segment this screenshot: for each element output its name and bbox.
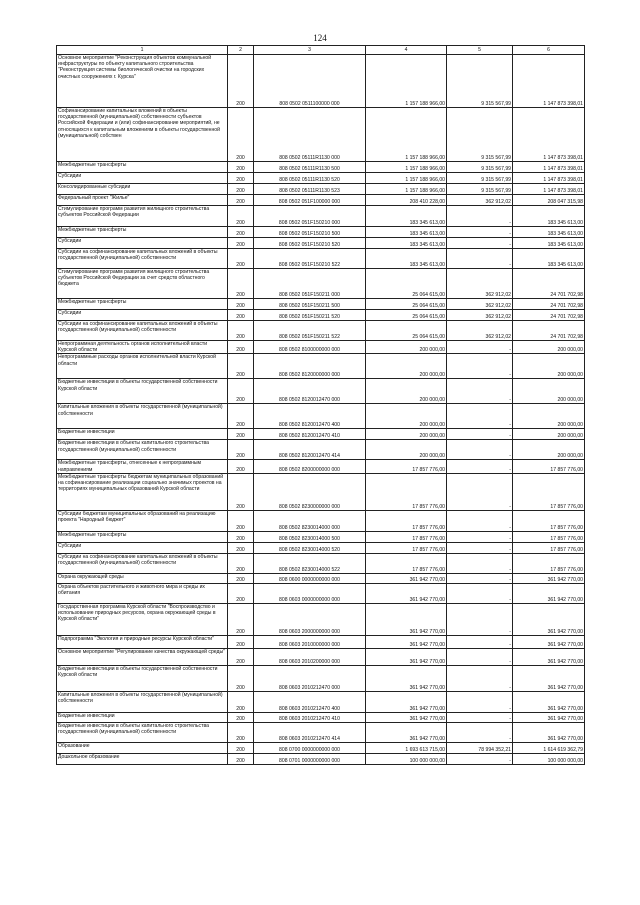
- table-row: [57, 510, 585, 531]
- row-label: Федеральный проект "Жилье": [57, 195, 228, 206]
- row-label: Бюджетные инвестиции в объекты капитального строительства государственной (муниципальной) собственности: [57, 722, 228, 742]
- remaining-amount: 361 942 770,00: [513, 691, 585, 712]
- executed-amount: -: [447, 510, 513, 531]
- approved-amount: 1 157 188 966,00: [366, 108, 447, 162]
- budget-classification-code: 808 0502 8120000000 000: [254, 354, 366, 379]
- row-label: Стимулирование программ развития жилищного строительства субъектов Российской Федерации: [57, 206, 228, 227]
- approved-amount: 208 410 228,00: [366, 195, 447, 206]
- executed-amount: -: [447, 249, 513, 269]
- indicator-code: 200: [228, 553, 254, 573]
- approved-amount: 183 345 613,00: [366, 249, 447, 269]
- approved-amount: 17 857 776,00: [366, 460, 447, 473]
- executed-amount: -: [447, 603, 513, 635]
- row-label: Межбюджетные трансферты бюджетам муниципальных образований на софинансирование реализации социально значимых проектов на территориях муниципальных образований Курской области: [57, 473, 228, 510]
- budget-classification-code: 808 0700 0000000000 000: [254, 742, 366, 753]
- approved-amount: 183 345 613,00: [366, 238, 447, 249]
- executed-amount: 9 315 567,99: [447, 184, 513, 195]
- remaining-amount: 183 345 613,00: [513, 227, 585, 238]
- indicator-code: 200: [228, 310, 254, 321]
- remaining-amount: 208 047 315,98: [513, 195, 585, 206]
- approved-amount: 1 693 613 715,00: [366, 742, 447, 753]
- indicator-code: 200: [228, 184, 254, 195]
- table-row: [57, 310, 585, 321]
- row-label: Бюджетные инвестиции в объекты государственной собственности Курской области: [57, 379, 228, 404]
- budget-classification-code: 808 0502 05111R1130 500: [254, 162, 366, 173]
- executed-amount: 362 912,02: [447, 299, 513, 310]
- approved-amount: 361 942 770,00: [366, 691, 447, 712]
- indicator-code: 200: [228, 238, 254, 249]
- remaining-amount: 17 857 776,00: [513, 473, 585, 510]
- column-number-row: [57, 46, 585, 55]
- remaining-amount: 361 942 770,00: [513, 573, 585, 583]
- executed-amount: -: [447, 542, 513, 553]
- approved-amount: 200 000,00: [366, 440, 447, 460]
- remaining-amount: 361 942 770,00: [513, 712, 585, 722]
- budget-classification-code: 808 0502 8100000000 000: [254, 341, 366, 354]
- indicator-code: 200: [228, 440, 254, 460]
- table-row: [57, 108, 585, 162]
- remaining-amount: 183 345 613,00: [513, 238, 585, 249]
- row-label: Консолидированные субсидии: [57, 184, 228, 195]
- budget-classification-code: 808 0502 8120012470 414: [254, 440, 366, 460]
- table-row: [57, 379, 585, 404]
- budget-classification-code: 808 0603 2010212470 400: [254, 691, 366, 712]
- budget-classification-code: 808 0603 2010000000 000: [254, 635, 366, 648]
- indicator-code: 200: [228, 429, 254, 440]
- budget-classification-code: 808 0701 0000000000 000: [254, 753, 366, 764]
- remaining-amount: 361 942 770,00: [513, 635, 585, 648]
- budget-classification-code: 808 0502 05111R1130 000: [254, 108, 366, 162]
- budget-classification-code: 808 0502 8230000000 000: [254, 473, 366, 510]
- indicator-code: 200: [228, 573, 254, 583]
- indicator-code: 200: [228, 269, 254, 299]
- executed-amount: 362 912,02: [447, 310, 513, 321]
- indicator-code: 200: [228, 162, 254, 173]
- executed-amount: -: [447, 473, 513, 510]
- remaining-amount: 1 147 873 398,01: [513, 173, 585, 184]
- table-row: [57, 665, 585, 691]
- table-row: [57, 227, 585, 238]
- remaining-amount: 200 000,00: [513, 379, 585, 404]
- row-label: Бюджетные инвестиции: [57, 429, 228, 440]
- approved-amount: 361 942 770,00: [366, 665, 447, 691]
- table-row: [57, 354, 585, 379]
- indicator-code: 200: [228, 510, 254, 531]
- indicator-code: 200: [228, 531, 254, 542]
- approved-amount: 1 157 188 966,00: [366, 184, 447, 195]
- executed-amount: -: [447, 341, 513, 354]
- approved-amount: 200 000,00: [366, 379, 447, 404]
- approved-amount: 17 857 776,00: [366, 542, 447, 553]
- table-row: [57, 341, 585, 354]
- budget-classification-code: 808 0603 2010212470 410: [254, 712, 366, 722]
- budget-classification-code: 808 0603 0000000000 000: [254, 583, 366, 603]
- table-row: [57, 553, 585, 573]
- table-row: [57, 742, 585, 753]
- indicator-code: 200: [228, 635, 254, 648]
- table-row: [57, 440, 585, 460]
- table-row: [57, 206, 585, 227]
- indicator-code: 200: [228, 460, 254, 473]
- approved-amount: 25 064 615,00: [366, 321, 447, 341]
- row-label: Субсидии на софинансирование капитальных вложений в объекты государственной (муниципальной) собственности: [57, 321, 228, 341]
- table-row: [57, 473, 585, 510]
- budget-classification-code: 808 0502 051F150210 520: [254, 238, 366, 249]
- row-label: Межбюджетные трансферты, отнесенные к непрограммным направлениям: [57, 460, 228, 473]
- budget-classification-code: 808 0502 05111R1130 523: [254, 184, 366, 195]
- approved-amount: 361 942 770,00: [366, 603, 447, 635]
- approved-amount: 200 000,00: [366, 341, 447, 354]
- table-row: [57, 542, 585, 553]
- indicator-code: 200: [228, 665, 254, 691]
- row-label: Охрана объектов растительного и животного мира и среды их обитания: [57, 583, 228, 603]
- table-row: [57, 269, 585, 299]
- remaining-amount: 17 857 776,00: [513, 460, 585, 473]
- table-row: [57, 55, 585, 108]
- remaining-amount: 361 942 770,00: [513, 665, 585, 691]
- indicator-code: 200: [228, 722, 254, 742]
- approved-amount: 361 942 770,00: [366, 635, 447, 648]
- budget-classification-code: 808 0603 2010212470 000: [254, 665, 366, 691]
- table-row: [57, 404, 585, 429]
- approved-amount: 361 942 770,00: [366, 648, 447, 665]
- budget-classification-code: 808 0502 8230014000 522: [254, 553, 366, 573]
- executed-amount: 9 315 567,99: [447, 108, 513, 162]
- table-row: [57, 635, 585, 648]
- budget-classification-code: 808 0502 8230014000 520: [254, 542, 366, 553]
- budget-classification-code: 808 0502 051F150211 500: [254, 299, 366, 310]
- remaining-amount: 183 345 613,00: [513, 249, 585, 269]
- remaining-amount: 183 345 613,00: [513, 206, 585, 227]
- indicator-code: 200: [228, 404, 254, 429]
- table-row: [57, 712, 585, 722]
- budget-classification-code: 808 0502 051F150211 522: [254, 321, 366, 341]
- executed-amount: -: [447, 665, 513, 691]
- approved-amount: 200 000,00: [366, 429, 447, 440]
- indicator-code: 200: [228, 691, 254, 712]
- executed-amount: -: [447, 206, 513, 227]
- budget-table: [56, 45, 585, 765]
- executed-amount: -: [447, 238, 513, 249]
- approved-amount: 183 345 613,00: [366, 227, 447, 238]
- table-row: [57, 195, 585, 206]
- table-body: [57, 55, 585, 765]
- budget-classification-code: 808 0502 051F150211 000: [254, 269, 366, 299]
- executed-amount: -: [447, 429, 513, 440]
- executed-amount: -: [447, 712, 513, 722]
- executed-amount: 362 912,02: [447, 321, 513, 341]
- executed-amount: -: [447, 531, 513, 542]
- row-label: Бюджетные инвестиции в объекты государственной собственности Курской области: [57, 665, 228, 691]
- approved-amount: 17 857 776,00: [366, 531, 447, 542]
- approved-amount: 25 064 615,00: [366, 310, 447, 321]
- indicator-code: 200: [228, 354, 254, 379]
- remaining-amount: 361 942 770,00: [513, 722, 585, 742]
- budget-classification-code: 808 0502 051F100000 000: [254, 195, 366, 206]
- approved-amount: 1 157 188 966,00: [366, 173, 447, 184]
- table-row: [57, 460, 585, 473]
- remaining-amount: 1 147 873 398,01: [513, 184, 585, 195]
- indicator-code: 200: [228, 742, 254, 753]
- table-row: [57, 753, 585, 764]
- row-label: Субсидии на софинансирование капитальных вложений в объекты государственной (муниципальной) собственности: [57, 249, 228, 269]
- executed-amount: -: [447, 440, 513, 460]
- budget-classification-code: 808 0603 2010212470 414: [254, 722, 366, 742]
- row-label: Подпрограмма "Экология и природные ресурсы Курской области": [57, 635, 228, 648]
- table-row: [57, 184, 585, 195]
- remaining-amount: 17 857 776,00: [513, 553, 585, 573]
- approved-amount: 17 857 776,00: [366, 473, 447, 510]
- table-row: [57, 531, 585, 542]
- executed-amount: 9 315 567,99: [447, 162, 513, 173]
- row-label: Основное мероприятие "Реконструкция объектов коммунальной инфраструктуры по объекту капитального строительства "Реконструкция системы биологической очистки на городских очистных сооружениях г. Курска": [57, 55, 228, 108]
- indicator-code: 200: [228, 206, 254, 227]
- remaining-amount: 200 000,00: [513, 354, 585, 379]
- executed-amount: 9 315 567,99: [447, 55, 513, 108]
- row-label: Охрана окружающей среды: [57, 573, 228, 583]
- approved-amount: 361 942 770,00: [366, 712, 447, 722]
- table-row: [57, 162, 585, 173]
- executed-amount: -: [447, 404, 513, 429]
- indicator-code: 200: [228, 108, 254, 162]
- remaining-amount: 1 147 873 398,01: [513, 162, 585, 173]
- row-label: Бюджетные инвестиции в объекты капитального строительства государственной (муниципальной) собственности: [57, 440, 228, 460]
- table-row: [57, 583, 585, 603]
- row-label: Софинансирование капитальных вложений в объекты государственной (муниципальной) собственности субъектов Российской Федерации и (или) софинансирование мероприятий, не относящихся к капитальным вложениям в объекты государственной (муниципальной) собствен: [57, 108, 228, 162]
- indicator-code: 200: [228, 712, 254, 722]
- approved-amount: 25 064 615,00: [366, 269, 447, 299]
- table-row: [57, 429, 585, 440]
- indicator-code: 200: [228, 542, 254, 553]
- executed-amount: -: [447, 691, 513, 712]
- row-label: Межбюджетные трансферты: [57, 227, 228, 238]
- budget-classification-code: 808 0600 0000000000 000: [254, 573, 366, 583]
- executed-amount: -: [447, 227, 513, 238]
- row-label: Непрограммные расходы органов исполнительной власти Курской области: [57, 354, 228, 379]
- budget-classification-code: 808 0502 051F150210 522: [254, 249, 366, 269]
- indicator-code: 200: [228, 227, 254, 238]
- budget-classification-code: 808 0502 051F150211 520: [254, 310, 366, 321]
- row-label: Субсидии: [57, 310, 228, 321]
- row-label: Межбюджетные трансферты: [57, 162, 228, 173]
- executed-amount: -: [447, 635, 513, 648]
- approved-amount: 361 942 770,00: [366, 573, 447, 583]
- approved-amount: 361 942 770,00: [366, 583, 447, 603]
- row-label: Государственная программа Курской области "Воспроизводство и использование природных ресурсов, охрана окружающей среды в Курской области": [57, 603, 228, 635]
- column-header: 1: [57, 46, 228, 55]
- column-header: 2: [228, 46, 254, 55]
- indicator-code: 200: [228, 55, 254, 108]
- executed-amount: -: [447, 460, 513, 473]
- row-label: Субсидии: [57, 173, 228, 184]
- indicator-code: 200: [228, 473, 254, 510]
- executed-amount: 78 994 352,21: [447, 742, 513, 753]
- row-label: Бюджетные инвестиции: [57, 712, 228, 722]
- row-label: Субсидии на софинансирование капитальных вложений в объекты государственной (муниципальной) собственности: [57, 553, 228, 573]
- column-header: 6: [513, 46, 585, 55]
- executed-amount: -: [447, 379, 513, 404]
- indicator-code: 200: [228, 321, 254, 341]
- approved-amount: 17 857 776,00: [366, 553, 447, 573]
- remaining-amount: 24 701 702,98: [513, 321, 585, 341]
- executed-amount: 362 912,02: [447, 195, 513, 206]
- indicator-code: 200: [228, 341, 254, 354]
- row-label: Непрограммная деятельность органов исполнительной власти Курской области: [57, 341, 228, 354]
- executed-amount: 362 912,02: [447, 269, 513, 299]
- remaining-amount: 17 857 776,00: [513, 542, 585, 553]
- remaining-amount: 200 000,00: [513, 341, 585, 354]
- table-row: [57, 299, 585, 310]
- row-label: Субсидии: [57, 238, 228, 249]
- column-header: 3: [254, 46, 366, 55]
- row-label: Субсидии бюджетам муниципальных образований на реализацию проекта "Народный бюджет": [57, 510, 228, 531]
- budget-classification-code: 808 0502 8230014000 000: [254, 510, 366, 531]
- executed-amount: -: [447, 573, 513, 583]
- budget-classification-code: 808 0502 051F150210 000: [254, 206, 366, 227]
- indicator-code: 200: [228, 603, 254, 635]
- approved-amount: 1 157 188 966,00: [366, 162, 447, 173]
- approved-amount: 100 000 000,00: [366, 753, 447, 764]
- remaining-amount: 361 942 770,00: [513, 583, 585, 603]
- row-label: Образование: [57, 742, 228, 753]
- row-label: Капитальные вложения в объекты государственной (муниципальной) собственности: [57, 691, 228, 712]
- remaining-amount: 24 701 702,98: [513, 269, 585, 299]
- executed-amount: -: [447, 354, 513, 379]
- approved-amount: 183 345 613,00: [366, 206, 447, 227]
- executed-amount: -: [447, 753, 513, 764]
- remaining-amount: 17 857 776,00: [513, 510, 585, 531]
- indicator-code: 200: [228, 753, 254, 764]
- indicator-code: 200: [228, 249, 254, 269]
- row-label: Основное мероприятие "Регулирование качества окружающей среды": [57, 648, 228, 665]
- remaining-amount: 24 701 702,98: [513, 310, 585, 321]
- remaining-amount: 200 000,00: [513, 440, 585, 460]
- approved-amount: 17 857 776,00: [366, 510, 447, 531]
- budget-classification-code: 808 0502 8230014000 500: [254, 531, 366, 542]
- table-row: [57, 722, 585, 742]
- column-header: 5: [447, 46, 513, 55]
- remaining-amount: 1 614 619 362,79: [513, 742, 585, 753]
- indicator-code: 200: [228, 583, 254, 603]
- executed-amount: -: [447, 583, 513, 603]
- row-label: Дошкольное образование: [57, 753, 228, 764]
- row-label: Межбюджетные трансферты: [57, 299, 228, 310]
- approved-amount: 25 064 615,00: [366, 299, 447, 310]
- indicator-code: 200: [228, 173, 254, 184]
- table-row: [57, 648, 585, 665]
- budget-classification-code: 808 0502 8120012470 000: [254, 379, 366, 404]
- budget-classification-code: 808 0603 2000000000 000: [254, 603, 366, 635]
- executed-amount: -: [447, 553, 513, 573]
- table-row: [57, 691, 585, 712]
- budget-classification-code: 808 0502 8120012470 400: [254, 404, 366, 429]
- approved-amount: 200 000,00: [366, 404, 447, 429]
- row-label: Межбюджетные трансферты: [57, 531, 228, 542]
- indicator-code: 200: [228, 379, 254, 404]
- remaining-amount: 1 147 873 398,01: [513, 108, 585, 162]
- row-label: Субсидии: [57, 542, 228, 553]
- executed-amount: -: [447, 648, 513, 665]
- row-label: Стимулирование программ развития жилищного строительства субъектов Российской Федерации за счет средств областного бюджета: [57, 269, 228, 299]
- table-row: [57, 321, 585, 341]
- remaining-amount: 200 000,00: [513, 404, 585, 429]
- executed-amount: 9 315 567,99: [447, 173, 513, 184]
- remaining-amount: 17 857 776,00: [513, 531, 585, 542]
- approved-amount: 200 000,00: [366, 354, 447, 379]
- remaining-amount: 200 000,00: [513, 429, 585, 440]
- table-row: [57, 249, 585, 269]
- approved-amount: 1 157 188 966,00: [366, 55, 447, 108]
- approved-amount: 361 942 770,00: [366, 722, 447, 742]
- remaining-amount: 24 701 702,98: [513, 299, 585, 310]
- budget-classification-code: 808 0502 05111R1130 520: [254, 173, 366, 184]
- budget-classification-code: 808 0603 2010200000 000: [254, 648, 366, 665]
- column-header: 4: [366, 46, 447, 55]
- table-row: [57, 173, 585, 184]
- budget-classification-code: 808 0502 8120012470 410: [254, 429, 366, 440]
- remaining-amount: 100 000 000,00: [513, 753, 585, 764]
- table-row: [57, 238, 585, 249]
- indicator-code: 200: [228, 299, 254, 310]
- budget-classification-code: 808 0502 8200000000 000: [254, 460, 366, 473]
- row-label: Капитальные вложения в объекты государственной (муниципальной) собственности: [57, 404, 228, 429]
- budget-classification-code: 808 0502 0511100000 000: [254, 55, 366, 108]
- remaining-amount: 1 147 873 398,01: [513, 55, 585, 108]
- remaining-amount: 361 942 770,00: [513, 648, 585, 665]
- page-number: 124: [313, 33, 327, 43]
- remaining-amount: 361 942 770,00: [513, 603, 585, 635]
- budget-classification-code: 808 0502 051F150210 500: [254, 227, 366, 238]
- executed-amount: -: [447, 722, 513, 742]
- table-row: [57, 573, 585, 583]
- indicator-code: 200: [228, 648, 254, 665]
- table-row: [57, 603, 585, 635]
- indicator-code: 200: [228, 195, 254, 206]
